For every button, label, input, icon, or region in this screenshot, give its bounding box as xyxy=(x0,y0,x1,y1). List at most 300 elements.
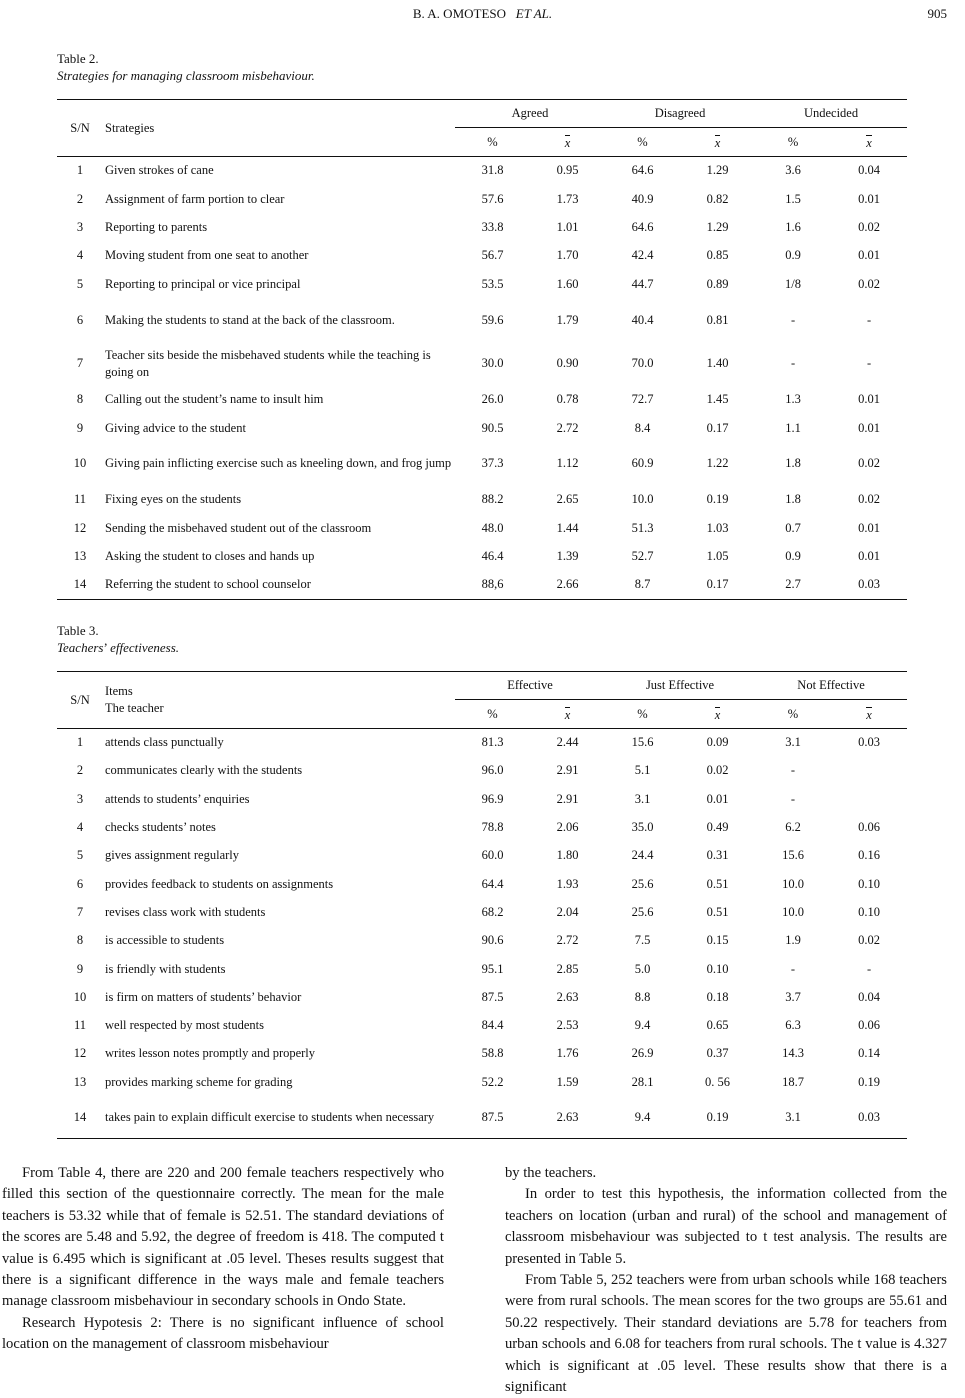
cell-mean xyxy=(831,785,907,813)
cell-mean: 0.19 xyxy=(680,1096,755,1138)
cell-percent: 64.6 xyxy=(631,163,654,178)
cell-mean: 0.16 xyxy=(858,848,880,863)
cell-mean: 1.45 xyxy=(706,392,729,407)
table-row xyxy=(57,870,907,898)
cell-percent: 57.6 xyxy=(481,191,504,206)
cell-percent: 60.9 xyxy=(631,456,654,471)
row-item: checks students’ notes xyxy=(105,820,216,835)
cell-mean: 0.10 xyxy=(706,961,729,976)
row-item: Giving pain inflicting exercise such as kneeling down, and frog jump xyxy=(105,456,452,471)
row-sn: 10 xyxy=(73,456,87,471)
table-3 xyxy=(57,622,907,1139)
row-sn: 4 xyxy=(76,248,84,263)
cell-mean: 1.40 xyxy=(706,356,729,371)
row-sn: 8 xyxy=(76,933,84,948)
cell-percent: 28.1 xyxy=(631,1074,654,1089)
cell-percent: 58.8 xyxy=(481,1046,504,1061)
row-item: Asking the student to closes and hands up xyxy=(105,549,315,564)
cell-mean: 2.44 xyxy=(556,735,579,750)
cell-percent: 60.0 xyxy=(481,848,504,863)
cell-percent: 52.7 xyxy=(631,549,654,564)
cell-mean xyxy=(831,757,907,785)
cell-mean: 0.19 xyxy=(858,1074,880,1089)
row-sn: 3 xyxy=(76,219,84,234)
subcol-mean xyxy=(831,700,907,729)
cell-mean: 0.01 xyxy=(858,549,880,564)
table-row xyxy=(57,842,907,870)
cell-percent: 1.5 xyxy=(785,191,801,206)
cell-percent: - xyxy=(790,961,796,976)
table-3-title xyxy=(57,639,907,656)
mean-symbol: x xyxy=(714,135,721,150)
cell-percent: 78.8 xyxy=(481,820,504,835)
mean-symbol: x xyxy=(714,707,721,722)
cell-mean: 1.59 xyxy=(556,1074,579,1089)
table-row xyxy=(57,414,907,442)
mean-symbol: x xyxy=(866,135,872,150)
cell-percent: 96.9 xyxy=(481,791,504,806)
cell-percent: 51.3 xyxy=(631,520,654,535)
cell-percent: 84.4 xyxy=(481,1018,504,1033)
cell-mean: 2.63 xyxy=(530,1096,605,1138)
row-sn: 11 xyxy=(73,1018,87,1033)
cell-percent: 10.0 xyxy=(782,876,804,891)
cell-percent: 10.0 xyxy=(631,492,654,507)
row-sn: 8 xyxy=(76,392,84,407)
cell-mean: 0.03 xyxy=(858,735,880,750)
table-row xyxy=(57,514,907,542)
cell-percent: 33.8 xyxy=(481,219,504,234)
cell-mean: 0.82 xyxy=(706,191,729,206)
cell-percent: 5.0 xyxy=(634,961,651,976)
cell-mean: 0.90 xyxy=(556,356,579,371)
cell-percent: 8.4 xyxy=(634,420,651,435)
row-sn: 6 xyxy=(76,312,84,327)
cell-mean: 0.02 xyxy=(858,933,880,948)
cell-mean: 0.81 xyxy=(706,312,729,327)
cell-percent: 37.3 xyxy=(481,456,504,471)
table-3-title-a: Teachers xyxy=(57,640,104,655)
cell-percent: 15.6 xyxy=(631,735,654,750)
cell-mean: 0.15 xyxy=(706,933,729,948)
cell-percent: 3.1 xyxy=(755,1096,831,1138)
table-3-title-c: effectiveness. xyxy=(110,640,180,655)
cell-percent: 9.4 xyxy=(634,1018,651,1033)
cell-mean: 0.65 xyxy=(706,1018,729,1033)
row-item: provides marking scheme for grading xyxy=(105,1074,293,1089)
row-item: takes pain to explain difficult exercise to students when necessary xyxy=(103,1096,455,1138)
row-item: Giving advice to the student xyxy=(105,420,246,435)
row-sn: 11 xyxy=(73,492,87,507)
cell-percent: 25.6 xyxy=(631,904,654,919)
cell-percent: 1/8 xyxy=(785,276,802,291)
row-sn: 1 xyxy=(76,163,84,178)
cell-percent: 1.9 xyxy=(785,933,801,948)
cell-mean: 0.02 xyxy=(858,456,880,471)
table-row xyxy=(57,157,907,185)
table-row xyxy=(57,342,907,386)
row-sn: 2 xyxy=(76,191,84,206)
cell-mean: 1.03 xyxy=(706,520,729,535)
row-item: Assignment of farm portion to clear xyxy=(105,191,285,206)
cell-mean: 0.17 xyxy=(680,571,755,599)
cell-percent: 68.2 xyxy=(481,904,504,919)
subcol-percent: % xyxy=(455,700,530,729)
cell-mean: 1.79 xyxy=(556,312,579,327)
cell-mean: 2.04 xyxy=(556,904,579,919)
table-row xyxy=(57,813,907,841)
items-header xyxy=(103,672,455,729)
cell-percent: 53.5 xyxy=(481,276,504,291)
row-sn: 14 xyxy=(57,1096,103,1138)
cell-mean: 2.65 xyxy=(556,492,579,507)
running-head xyxy=(0,6,965,22)
table-row xyxy=(57,298,907,342)
cell-percent: 8.7 xyxy=(605,571,680,599)
row-item: Making the students to stand at the back of the classroom. xyxy=(105,312,395,327)
row-item: attends to students’ enquiries xyxy=(105,791,250,806)
cell-mean: 1.29 xyxy=(706,163,729,178)
cell-mean: 2.85 xyxy=(556,961,579,976)
table-2-title: Strategies for managing classroom misbehaviour. xyxy=(57,68,315,83)
cell-mean: 1.22 xyxy=(706,456,729,471)
row-item: Reporting to principal or vice principal xyxy=(105,276,301,291)
cell-percent: 42.4 xyxy=(631,248,654,263)
row-item: is firm on matters of students’ behavior xyxy=(105,989,302,1004)
table-3-title-b: ’ xyxy=(103,640,111,655)
row-sn: 2 xyxy=(76,763,84,778)
paragraph: From Table 5, 252 teachers were from urban schools while 168 teachers were from rural schools. The mean scores for the two groups are 55.61 and 50.22 respectively. Their standard deviations are 5.78 for teachers from urban schools and 6.08 for teachers from rural schools. The t value is 4.327 which is significant at .05 level. These results show that there is a significant xyxy=(505,1272,947,1396)
row-item: gives assignment regularly xyxy=(105,848,239,863)
cell-mean: 0.01 xyxy=(858,520,880,535)
table-2-label: Table 2. xyxy=(57,51,99,66)
cell-percent: 10.0 xyxy=(782,904,804,919)
row-item: is friendly with students xyxy=(105,961,226,976)
sn-header: S/N xyxy=(57,672,103,729)
group-header-effective: Effective xyxy=(455,672,605,700)
cell-percent: 81.3 xyxy=(481,735,504,750)
et-al: ET AL. xyxy=(515,6,553,21)
row-item: Calling out the student’s name to insult him xyxy=(105,392,324,407)
row-item: provides feedback to students on assignments xyxy=(105,876,334,891)
group-header-undecided: Undecided xyxy=(755,100,907,128)
table-row xyxy=(57,729,907,757)
cell-percent: 14.3 xyxy=(782,1046,804,1061)
mean-symbol: x xyxy=(564,135,571,150)
cell-percent: 35.0 xyxy=(631,820,654,835)
subcol-mean xyxy=(680,128,755,157)
cell-mean: 1.12 xyxy=(556,456,579,471)
cell-mean: 1.44 xyxy=(556,520,579,535)
subcol-mean xyxy=(680,700,755,729)
table-row xyxy=(57,757,907,785)
cell-mean: 2.72 xyxy=(556,933,579,948)
cell-mean: 0.01 xyxy=(706,791,729,806)
cell-percent: 6.3 xyxy=(785,1018,801,1033)
row-item: Referring the student to school counselor xyxy=(103,571,455,599)
row-sn: 7 xyxy=(76,904,84,919)
cell-percent: 1.1 xyxy=(785,420,801,435)
cell-mean: 1.60 xyxy=(556,276,579,291)
strategies-header xyxy=(103,100,455,157)
table-row xyxy=(57,785,907,813)
cell-mean: 2.66 xyxy=(530,571,605,599)
subcol-mean xyxy=(530,128,605,157)
row-sn: 3 xyxy=(76,791,84,806)
mean-symbol: x xyxy=(564,707,571,722)
sn-header: S/N xyxy=(57,100,103,157)
table-row xyxy=(57,213,907,241)
table-row xyxy=(57,185,907,213)
table-row xyxy=(57,898,907,926)
cell-mean: 1.05 xyxy=(706,549,729,564)
group-header-not-effective: Not Effective xyxy=(755,672,907,700)
table-row xyxy=(57,543,907,571)
paragraph: From Table 4, there are 220 and 200 female teachers respectively who filled this section of the questionnaire correctly. The mean for the male teachers is 53.32 while that of female is 52.51. The standard deviations of the scores are 5.48 and 5.92, the degree of freedom is 418. The computed t value is 6.495 which is significant at .05 level. Theses results suggest that there is a significant difference in the ways male and female teachers manage classroom misbehaviour in secondary schools in Ondo State. xyxy=(2,1165,444,1310)
row-sn: 9 xyxy=(76,420,84,435)
cell-mean: 1.93 xyxy=(556,876,579,891)
row-sn: 14 xyxy=(57,571,103,599)
cell-mean: 0.31 xyxy=(706,848,729,863)
cell-mean: 1.29 xyxy=(706,219,729,234)
cell-percent: 18.7 xyxy=(782,1074,804,1089)
mean-symbol: x xyxy=(866,707,872,722)
cell-percent: 31.8 xyxy=(481,163,504,178)
subcol-percent: % xyxy=(605,128,680,157)
cell-mean: 2.91 xyxy=(556,791,579,806)
cell-mean: 0.06 xyxy=(858,1018,880,1033)
row-item: Fixing eyes on the students xyxy=(105,492,242,507)
cell-mean: 1.70 xyxy=(556,248,579,263)
cell-mean: 0.78 xyxy=(556,392,579,407)
cell-mean: 0.01 xyxy=(858,420,880,435)
row-item: writes lesson notes promptly and properly xyxy=(105,1046,316,1061)
table-row xyxy=(57,955,907,983)
cell-mean: 0.02 xyxy=(858,276,880,291)
cell-mean: 0.89 xyxy=(706,276,729,291)
cell-percent: 59.6 xyxy=(481,312,504,327)
row-item: Moving student from one seat to another xyxy=(105,248,309,263)
paragraph: In order to test this hypothesis, the information collected from the teachers on location (urban and rural) of the school and management of classroom misbehaviour was subjected to t test analysis. The results are presented in Table 5. xyxy=(505,1186,947,1267)
cell-mean: 1.73 xyxy=(556,191,579,206)
cell-percent: 2.7 xyxy=(755,571,831,599)
cell-percent: - xyxy=(790,312,796,327)
cell-mean: 0.10 xyxy=(858,904,880,919)
cell-mean: 0.04 xyxy=(858,163,880,178)
row-sn: 5 xyxy=(76,276,84,291)
items-header-sub: The teacher xyxy=(105,701,164,715)
cell-mean: 0.51 xyxy=(706,904,729,919)
cell-mean: 0.19 xyxy=(706,492,729,507)
cell-mean: 1.01 xyxy=(556,219,579,234)
subcol-percent: % xyxy=(455,128,530,157)
cell-mean: - xyxy=(866,356,872,371)
subcol-percent: % xyxy=(605,700,680,729)
paragraph: Research Hypotesis 2: There is no significant influence of school location on the management of classroom misbehaviour xyxy=(2,1314,444,1353)
row-sn: 9 xyxy=(76,961,84,976)
cell-mean: 0.85 xyxy=(706,248,729,263)
cell-percent: 3.6 xyxy=(785,163,801,178)
cell-percent: 1.8 xyxy=(785,456,801,471)
cell-mean: 0.37 xyxy=(706,1046,729,1061)
cell-percent: 40.9 xyxy=(631,191,654,206)
cell-percent: 88,6 xyxy=(455,571,530,599)
cell-percent: 1.6 xyxy=(785,219,801,234)
cell-mean: 2.06 xyxy=(556,820,579,835)
cell-percent: 48.0 xyxy=(481,520,504,535)
items-header-label: Items xyxy=(105,684,133,698)
cell-percent: 64.6 xyxy=(631,219,654,234)
cell-mean: 1.76 xyxy=(556,1046,579,1061)
cell-mean: 1.80 xyxy=(556,848,579,863)
table-row xyxy=(57,571,907,599)
cell-percent: 46.4 xyxy=(481,549,504,564)
cell-percent: 25.6 xyxy=(631,876,654,891)
cell-percent: 3.1 xyxy=(634,791,651,806)
subcol-percent: % xyxy=(755,128,831,157)
table-3-body xyxy=(57,729,907,1139)
row-sn: 4 xyxy=(76,820,84,835)
cell-percent: 56.7 xyxy=(481,248,504,263)
row-sn: 12 xyxy=(73,520,87,535)
cell-percent: 15.6 xyxy=(782,848,804,863)
row-sn: 1 xyxy=(76,735,84,750)
cell-percent: 26.0 xyxy=(481,392,504,407)
table-row xyxy=(57,242,907,270)
cell-mean: 2.72 xyxy=(556,420,579,435)
paragraph: by the teachers. xyxy=(505,1165,597,1181)
subcol-mean xyxy=(530,700,605,729)
table-row xyxy=(57,1040,907,1068)
cell-mean: 0.06 xyxy=(858,820,880,835)
body-column-right xyxy=(505,1163,947,1398)
cell-percent: 24.4 xyxy=(631,848,654,863)
cell-mean: 0.10 xyxy=(858,876,880,891)
cell-percent: 1.8 xyxy=(785,492,801,507)
table-2-body xyxy=(57,157,907,600)
cell-percent: 5.1 xyxy=(634,763,651,778)
subcol-percent: % xyxy=(755,700,831,729)
cell-percent: 0.7 xyxy=(785,520,801,535)
cell-percent: 96.0 xyxy=(481,763,504,778)
cell-percent: 0.9 xyxy=(785,248,801,263)
cell-mean: 1.39 xyxy=(556,549,579,564)
cell-percent: 87.5 xyxy=(481,989,504,1004)
author-names: B. A. OMOTESO xyxy=(412,6,507,21)
row-sn: 6 xyxy=(76,876,84,891)
row-sn: 12 xyxy=(73,1046,87,1061)
cell-mean: 0. 56 xyxy=(705,1074,731,1089)
row-sn: 5 xyxy=(76,848,84,863)
row-item: attends class punctually xyxy=(105,735,224,750)
cell-percent: 3.7 xyxy=(785,989,801,1004)
strategies-header-label: Strategies xyxy=(105,120,155,135)
row-item: communicates clearly with the students xyxy=(105,763,303,778)
cell-mean: 0.49 xyxy=(706,820,729,835)
cell-percent: - xyxy=(790,763,796,778)
cell-percent: 90.6 xyxy=(481,933,504,948)
group-header-just-effective: Just Effective xyxy=(605,672,755,700)
row-item: Given strokes of cane xyxy=(105,163,214,178)
cell-percent: 87.5 xyxy=(455,1096,530,1138)
table-row xyxy=(57,270,907,298)
row-sn: 7 xyxy=(76,356,84,371)
table-row xyxy=(57,983,907,1011)
table-row xyxy=(57,1068,907,1096)
cell-percent: 64.4 xyxy=(481,876,504,891)
cell-percent: 3.1 xyxy=(785,735,801,750)
row-item: is accessible to students xyxy=(105,933,225,948)
cell-percent: 95.1 xyxy=(481,961,504,976)
author-line xyxy=(0,6,965,22)
cell-percent: 1.3 xyxy=(785,392,801,407)
cell-percent: 72.7 xyxy=(631,392,654,407)
cell-percent: 30.0 xyxy=(481,356,504,371)
table-row xyxy=(57,486,907,514)
cell-mean: 0.01 xyxy=(858,392,880,407)
cell-mean: 0.95 xyxy=(556,163,579,178)
page-number: 905 xyxy=(927,6,947,21)
table-row xyxy=(57,927,907,955)
cell-percent: 52.2 xyxy=(481,1074,504,1089)
cell-percent: 6.2 xyxy=(785,820,801,835)
subcol-mean xyxy=(831,128,907,157)
cell-mean: 0.04 xyxy=(858,989,880,1004)
table-row xyxy=(57,442,907,486)
table-3-grid xyxy=(57,671,907,1139)
cell-percent: 88.2 xyxy=(481,492,504,507)
table-2 xyxy=(57,50,907,600)
cell-mean: 0.02 xyxy=(858,492,880,507)
cell-percent: 44.7 xyxy=(631,276,654,291)
row-item: well respected by most students xyxy=(105,1018,264,1033)
cell-mean: 2.53 xyxy=(556,1018,579,1033)
table-row xyxy=(57,1011,907,1039)
cell-percent: - xyxy=(790,791,796,806)
cell-percent: - xyxy=(790,356,796,371)
table-3-label: Table 3. xyxy=(57,623,99,638)
cell-mean: 0.02 xyxy=(858,219,880,234)
cell-mean: 0.18 xyxy=(706,989,729,1004)
table-row xyxy=(57,385,907,413)
cell-percent: 0.9 xyxy=(785,549,801,564)
body-column-left xyxy=(2,1163,444,1356)
cell-mean: - xyxy=(866,961,872,976)
row-item: Reporting to parents xyxy=(105,219,208,234)
row-sn: 10 xyxy=(73,989,87,1004)
row-sn: 13 xyxy=(73,1074,87,1089)
row-sn: 13 xyxy=(73,549,87,564)
row-item: revises class work with students xyxy=(105,904,266,919)
cell-mean: 2.63 xyxy=(556,989,579,1004)
cell-mean: 0.03 xyxy=(831,1096,907,1138)
cell-percent: 40.4 xyxy=(631,312,654,327)
cell-percent: 8.8 xyxy=(634,989,651,1004)
row-item: Sending the misbehaved student out of the classroom xyxy=(105,520,372,535)
cell-percent: 90.5 xyxy=(481,420,504,435)
cell-mean: 0.17 xyxy=(706,420,729,435)
cell-mean: 0.09 xyxy=(706,735,729,750)
cell-mean: 2.91 xyxy=(556,763,579,778)
group-header-disagreed: Disagreed xyxy=(605,100,755,128)
cell-percent: 26.9 xyxy=(631,1046,654,1061)
cell-mean: 0.03 xyxy=(831,571,907,599)
group-header-agreed: Agreed xyxy=(455,100,605,128)
cell-mean: 0.51 xyxy=(706,876,729,891)
cell-mean: - xyxy=(866,312,872,327)
cell-percent: 70.0 xyxy=(631,356,654,371)
cell-mean: 0.01 xyxy=(858,191,880,206)
